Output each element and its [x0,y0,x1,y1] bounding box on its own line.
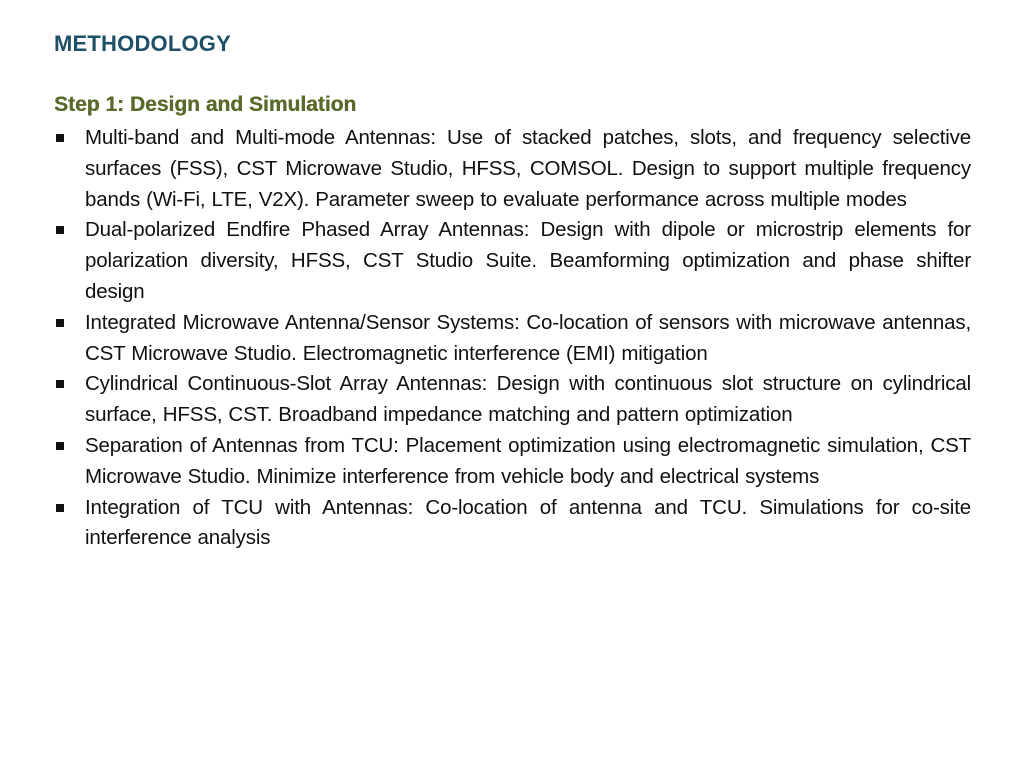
list-item [54,369,971,431]
bullet-list [54,123,971,554]
square-bullet-icon [56,380,64,388]
bullet-text: Cylindrical Continuous-Slot Array Antennas: Design with continuous slot structure on cylindrical surface, HFSS, CST. Broadband impedance matching and pattern optimization [85,372,971,427]
square-bullet-icon [56,504,64,512]
square-bullet-icon [56,134,64,142]
square-bullet-icon [56,319,64,327]
list-item [54,431,971,493]
list-item [54,493,971,555]
slide-title: METHODOLOGY [54,31,231,56]
square-bullet-icon [56,226,64,234]
bullet-text: Dual-polarized Endfire Phased Array Antennas: Design with dipole or microstrip elements for polarization diversity, HFSS, CST Studio Suite. Beamforming optimization and phase shifter design [85,218,971,303]
step-heading: Step 1: Design and Simulation [54,93,357,116]
list-item [54,215,971,307]
bullet-text: Separation of Antennas from TCU: Placement optimization using electromagnetic simulation, CST Microwave Studio. Minimize interference from vehicle body and electrical systems [85,433,971,488]
list-item [54,123,971,215]
square-bullet-icon [56,442,64,450]
list-item [54,308,971,370]
bullet-text: Integration of TCU with Antennas: Co-location of antenna and TCU. Simulations for co-site interference analysis [85,495,971,550]
bullet-text: Integrated Microwave Antenna/Sensor Systems: Co-location of sensors with microwave antennas, CST Microwave Studio. Electromagnetic interference (EMI) mitigation [85,310,971,365]
bullet-text: Multi-band and Multi-mode Antennas: Use of stacked patches, slots, and frequency selective surfaces (FSS), CST Microwave Studio, HFSS, COMSOL. Design to support multiple frequency bands (Wi-Fi, LTE, V2X). Parameter sweep to evaluate performance across multiple modes [85,126,971,211]
